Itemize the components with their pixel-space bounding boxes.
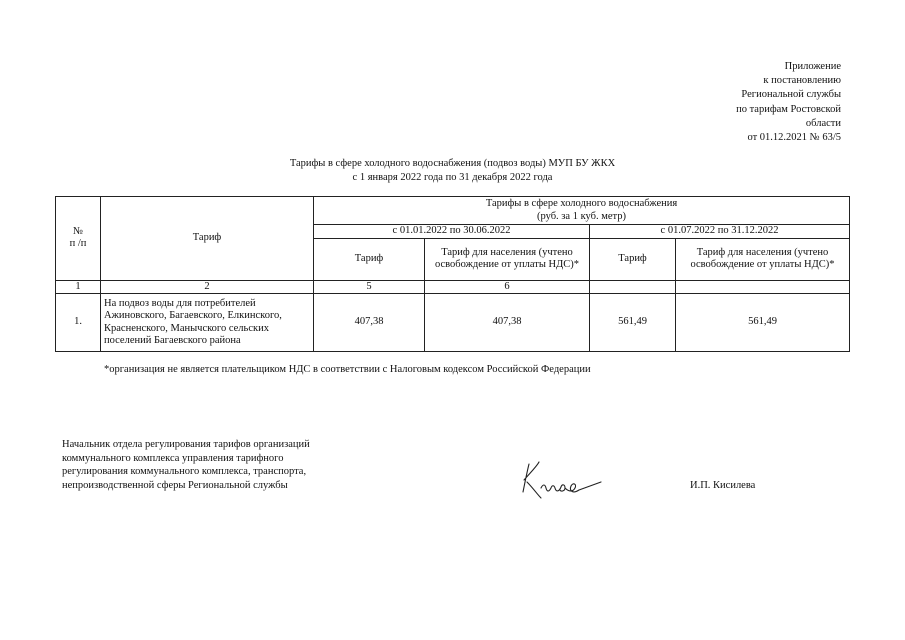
row-number: 1. xyxy=(56,294,101,352)
period-1-tariff-header: Тариф xyxy=(314,238,425,280)
appendix-line: области xyxy=(805,117,841,129)
row-name: На подвоз воды для потребителей Ажиновского, Багаевского, Елкинского, Красненского, Манычского сельских поселений Багаевского района xyxy=(101,294,314,352)
numbering-cell: 2 xyxy=(101,280,314,294)
period-2-population-header: Тариф для населения (учтено освобождение от уплаты НДС)* xyxy=(676,238,850,280)
signatory-name: И.П. Кисилева xyxy=(690,480,756,491)
header-group-line-1: Тарифы в сфере холодного водоснабжения xyxy=(485,198,678,209)
appendix-block xyxy=(736,60,841,145)
table-numbering-row xyxy=(56,280,850,294)
appendix-line: Региональной службы xyxy=(741,89,841,101)
numbering-cell: 1 xyxy=(56,280,101,294)
position-line: регулирования коммунального комплекса, транспорта, xyxy=(62,466,307,477)
document-title xyxy=(0,157,905,185)
table-row xyxy=(56,294,850,352)
numbering-cell: 6 xyxy=(425,280,590,294)
signatory-position xyxy=(62,438,310,492)
header-tariff-cell: Тариф xyxy=(101,197,314,281)
header-number-line-1: № xyxy=(72,225,84,237)
period-2-header: с 01.07.2022 по 31.12.2022 xyxy=(590,225,850,239)
header-number-line-2: п /п xyxy=(69,238,87,250)
handwritten-signature xyxy=(515,458,605,506)
period-1-population-header: Тариф для населения (учтено освобождение от уплаты НДС)* xyxy=(425,238,590,280)
table-header-row xyxy=(56,197,850,225)
numbering-cell xyxy=(676,280,850,294)
vat-footnote: *организация не является плательщиком НДС в соответствии с Налоговым кодексом Российской Федерации xyxy=(104,364,591,375)
position-line: коммунального комплекса управления тарифного xyxy=(62,452,284,464)
row-period-2-population: 561,49 xyxy=(676,294,850,352)
appendix-line: Приложение xyxy=(784,61,841,72)
title-line-2: с 1 января 2022 года по 31 декабря 2022 года xyxy=(352,172,553,183)
appendix-line: от 01.12.2021 № 63/5 xyxy=(747,132,841,144)
numbering-cell xyxy=(590,280,676,294)
tariff-table xyxy=(55,196,850,352)
header-group-cell xyxy=(314,197,850,225)
period-2-tariff-header: Тариф xyxy=(590,238,676,280)
title-line-1: Тарифы в сфере холодного водоснабжения (подвоз воды) МУП БУ ЖКХ xyxy=(289,158,616,169)
row-period-2-tariff: 561,49 xyxy=(590,294,676,352)
row-period-1-population: 407,38 xyxy=(425,294,590,352)
header-group-line-2: (руб. за 1 куб. метр) xyxy=(536,210,627,222)
row-period-1-tariff: 407,38 xyxy=(314,294,425,352)
header-number-cell xyxy=(56,197,101,281)
appendix-line: по тарифам Ростовской xyxy=(736,103,841,115)
position-line: непроизводственной сферы Региональной службы xyxy=(62,479,288,491)
period-1-header: с 01.01.2022 по 30.06.2022 xyxy=(314,225,590,239)
numbering-cell: 5 xyxy=(314,280,425,294)
appendix-line: к постановлению xyxy=(763,75,841,87)
position-line: Начальник отдела регулирования тарифов организаций xyxy=(62,439,310,450)
